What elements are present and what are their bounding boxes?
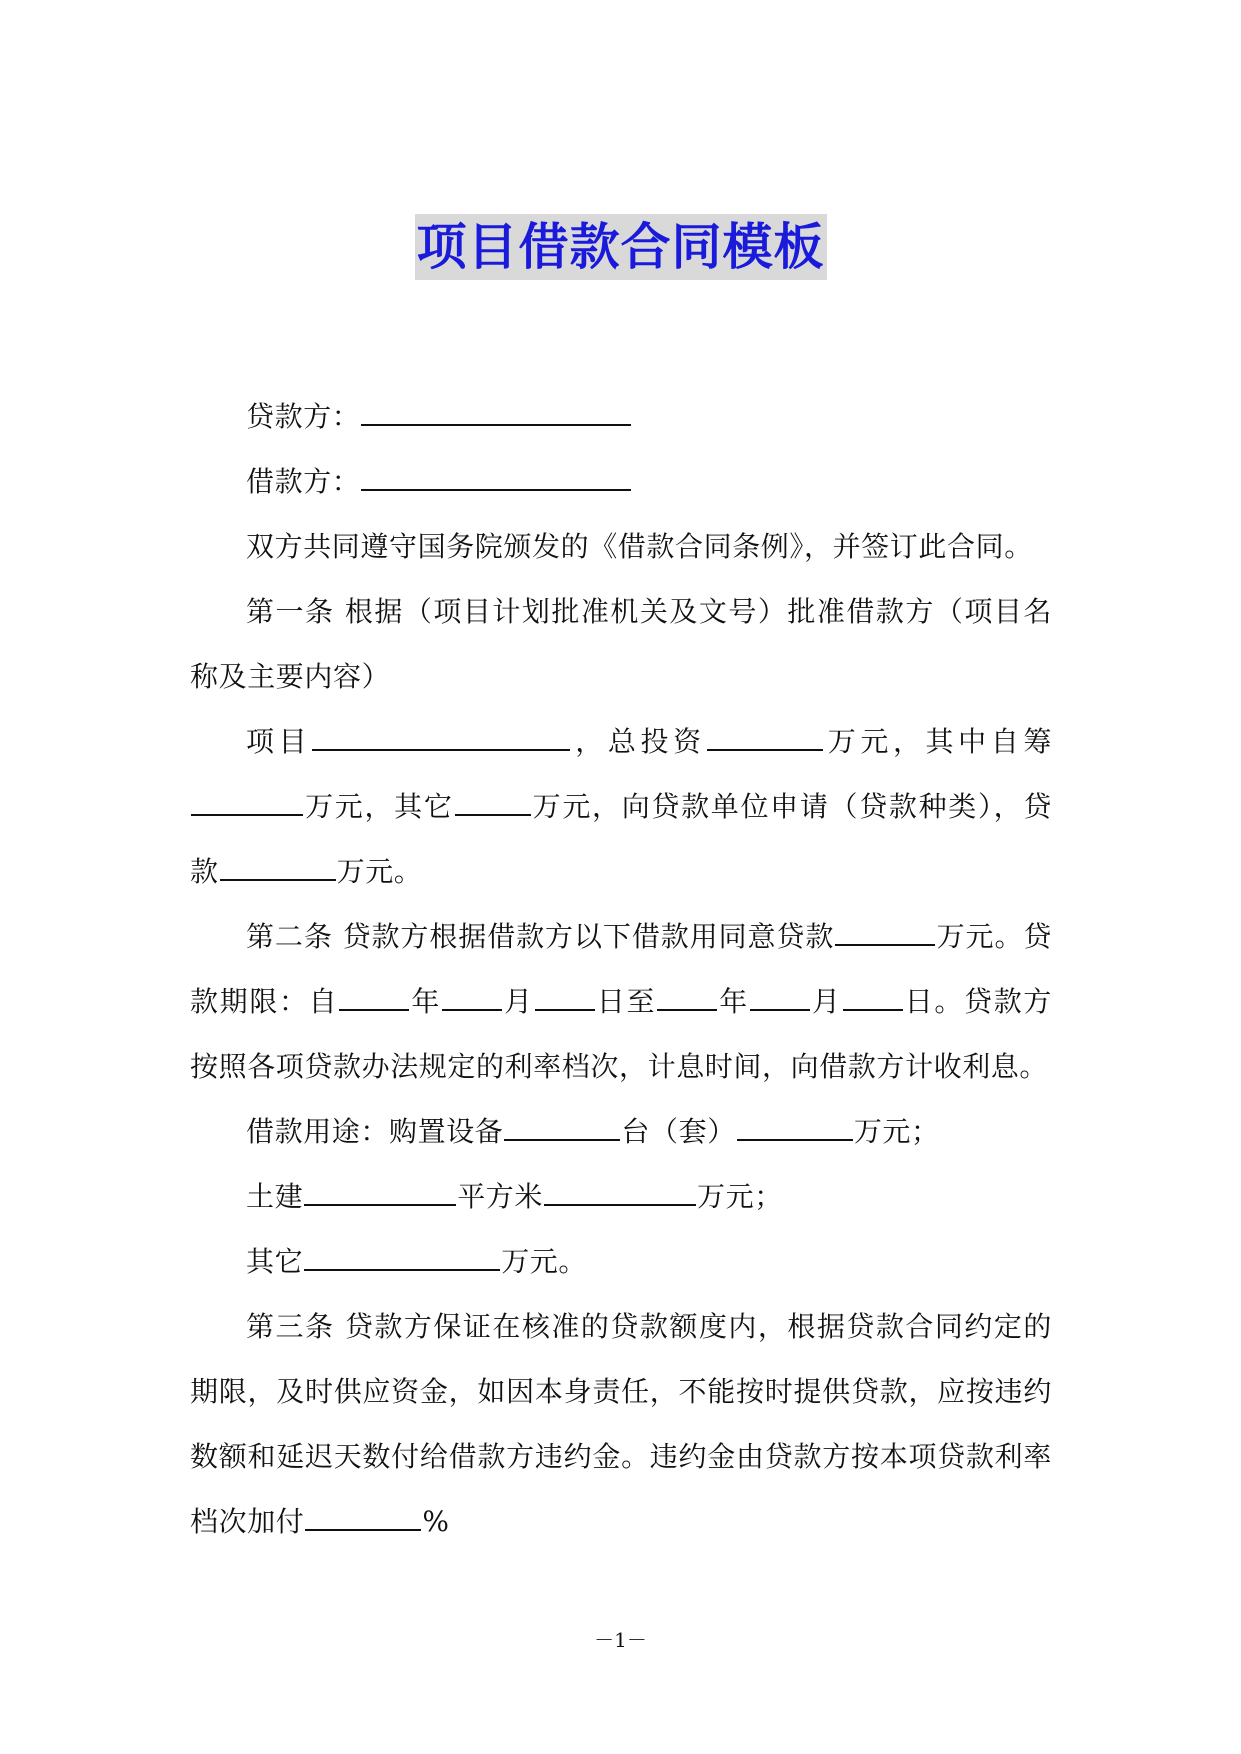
year-label: 年 <box>410 985 442 1018</box>
interest-text: 贷款方按照各项贷款办法规定的利率档次，计息时间，向借款方计收利息。 <box>190 985 1052 1083</box>
document-body <box>190 384 1052 1554</box>
apply-text: 万元，向贷款单位申请（贷款种类），贷款 <box>190 790 1052 888</box>
other-usage-label: 其它 <box>246 1245 304 1278</box>
end-day-blank <box>843 983 903 1011</box>
wan-label-1: 万元； <box>853 1115 940 1148</box>
lender-label: 贷款方： <box>246 400 361 433</box>
loan-amount-blank <box>220 853 336 881</box>
day-end-label: 日。 <box>903 985 965 1018</box>
construction-label: 土建 <box>246 1180 304 1213</box>
project-label: 项目 <box>246 725 312 758</box>
construction-amount-blank <box>544 1178 696 1206</box>
self-raised-blank <box>191 788 303 816</box>
page-number: －1－ <box>594 1628 647 1652</box>
sets-label: 台（套） <box>621 1115 736 1148</box>
construction-line <box>190 1164 1052 1229</box>
total-investment-blank <box>707 723 823 751</box>
lender-line <box>190 384 1052 449</box>
document-title: 项目借款合同模板 <box>415 214 827 280</box>
title-block <box>0 214 1241 280</box>
other-amount-blank <box>455 788 531 816</box>
article-3 <box>190 1294 1052 1554</box>
sqm-label: 平方米 <box>457 1180 544 1213</box>
day-to-label: 日至 <box>595 985 657 1018</box>
start-year-blank <box>339 983 409 1011</box>
month-label: 月 <box>503 985 534 1018</box>
month-label-2: 月 <box>810 985 842 1018</box>
penalty-rate-blank <box>305 1503 421 1531</box>
other-usage-blank <box>304 1243 500 1271</box>
equipment-count-blank <box>504 1113 620 1141</box>
article-2-intro-end: 万元。 <box>936 920 1024 953</box>
lender-blank <box>361 398 631 426</box>
wan-label-3: 万元。 <box>501 1245 588 1278</box>
year-label-2: 年 <box>718 985 749 1018</box>
agreed-loan-blank <box>835 918 935 946</box>
start-day-blank <box>535 983 595 1011</box>
end-month-blank <box>750 983 810 1011</box>
article-1: 第一条 根据（项目计划批准机关及文号）批准借款方（项目名称及主要内容） <box>190 595 1052 693</box>
borrower-label: 借款方： <box>246 465 361 498</box>
usage-label: 借款用途：购置设备 <box>246 1115 504 1148</box>
usage-line <box>190 1099 1052 1164</box>
preamble: 双方共同遵守国务院颁发的《借款合同条例》，并签订此合同。 <box>246 530 1033 563</box>
borrower-blank <box>361 463 631 491</box>
article-2 <box>190 904 1052 1099</box>
project-name-blank <box>312 723 570 751</box>
borrower-line <box>190 449 1052 514</box>
article-1-end: 万元。 <box>336 855 423 888</box>
percent-sign: % <box>422 1505 450 1538</box>
wan-label-2: 万元； <box>697 1180 783 1213</box>
term-label: 贷款期限：自 <box>190 920 1052 1018</box>
end-year-blank <box>657 983 717 1011</box>
article-3-text: 第三条 贷款方保证在核准的贷款额度内，根据贷款合同约定的期限，及时供应资金，如因本身责任，不能按时提供贷款，应按违约数额和延迟天数付给借款方违约金。违约金由贷款方按本项贷款利率档次加付 <box>190 1310 1052 1538</box>
article-1-amounts <box>190 709 1052 904</box>
other-label: 万元，其它 <box>304 790 454 823</box>
self-raised-label: 万元，其中自筹 <box>823 725 1052 758</box>
equipment-amount-blank <box>737 1113 853 1141</box>
construction-area-blank <box>304 1178 456 1206</box>
article-2-intro: 第二条 贷款方根据借款方以下借款用同意贷款 <box>246 920 835 953</box>
total-investment-label: ，总投资 <box>571 725 706 758</box>
start-month-blank <box>442 983 502 1011</box>
other-line <box>190 1229 1052 1294</box>
